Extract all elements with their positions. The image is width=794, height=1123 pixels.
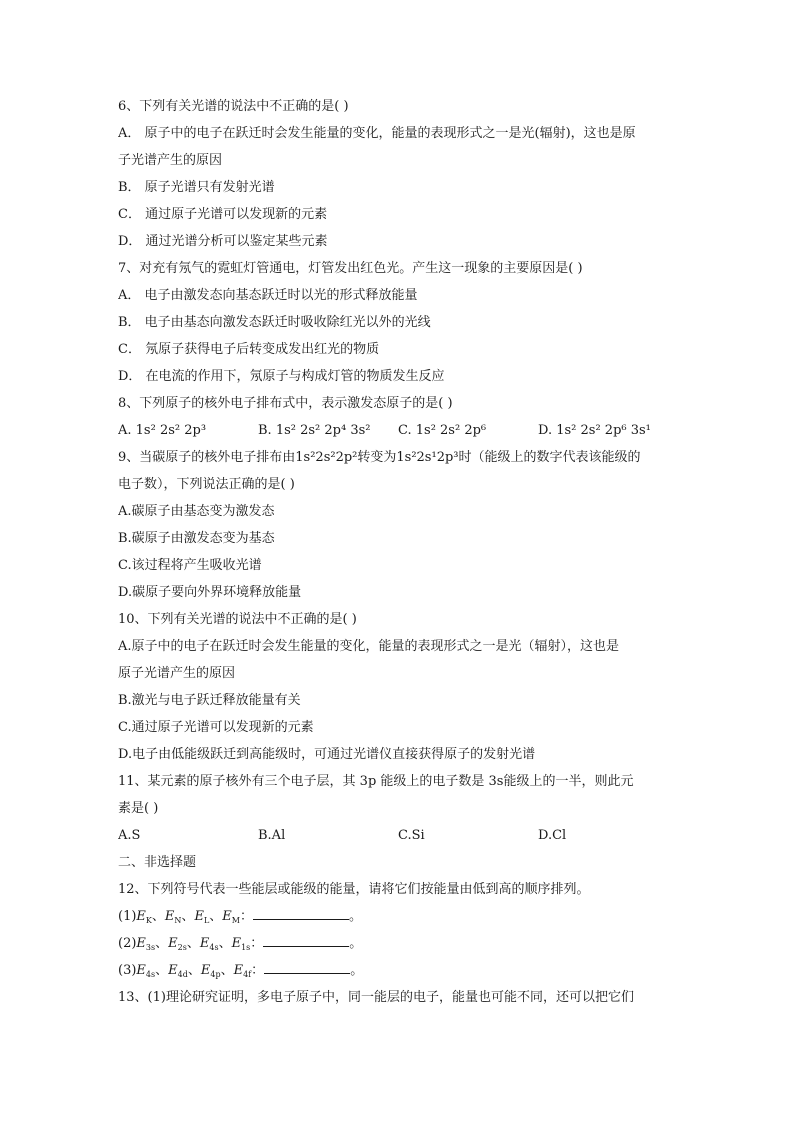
q8-option-c: C. 1s² 2s² 2p⁶: [398, 423, 487, 438]
q9-stem-cont: 电子数），下列说法正确的是( ): [118, 477, 295, 492]
q11-option-a: A.S: [118, 828, 141, 843]
subscript: 2s: [177, 943, 187, 952]
q10-option-a-cont: 原子光谱产生的原因: [118, 666, 236, 681]
q12-part-2: $(2)E_{3s}$、$E_{2s}$、$E_{4s}$、$E_{1s}$： 。: [118, 930, 678, 957]
subscript: 4f: [243, 970, 252, 979]
q9-option-b: B.碳原子由激发态变为基态: [118, 531, 275, 546]
period: 。: [350, 963, 364, 978]
q9-stem: 9、当碳原子的核外电子排布由1s²2s²2p²转变为1s²2s¹2p³时（能级上的数字代表该能级的: [118, 450, 641, 465]
q11-options: [118, 822, 678, 849]
q10-option-c: C.通过原子光谱可以发现新的元素: [118, 720, 314, 735]
colon: ：: [250, 936, 264, 951]
q12-part-3: $(3)E_{4s}$、$E_{4d}$、$E_{4p}$、$E_{4f}$： 。: [118, 957, 678, 984]
q9-option-c: C.该过程将产生吸收光谱: [118, 558, 262, 573]
q8-options: [118, 417, 678, 444]
q8-option-a: A. 1s² 2s² 2p³: [118, 423, 207, 438]
colon: ：: [239, 909, 253, 924]
subscript: N: [174, 916, 182, 925]
q10-option-b: B.激光与电子跃迁释放能量有关: [118, 693, 301, 708]
q8-stem: 8、下列原子的核外电子排布式中，表示激发态原子的是( ): [118, 396, 453, 411]
q7-option-d: D． 在电流的作用下，氖原子与构成灯管的物质发生反应: [118, 369, 445, 384]
q11-stem-cont: 素是( ): [118, 801, 159, 816]
subscript: 4p: [210, 970, 221, 979]
colon: ：: [251, 963, 265, 978]
q10-option-d: D.电子由低能级跃迁到高能级时，可通过光谱仪直接获得原子的发射光谱: [118, 747, 536, 762]
q12-stem: 12、下列符号代表一些能层或能级的能量，请将它们按能量由低到高的顺序排列。: [118, 882, 590, 897]
answer-blank-2[interactable]: [263, 932, 349, 947]
q6-option-a-cont: 子光谱产生的原因: [118, 153, 223, 168]
section-heading: 二、非选择题: [118, 855, 197, 870]
q6-stem: 6、下列有关光谱的说法中不正确的是( ): [118, 99, 349, 114]
part-number: (2): [118, 936, 137, 951]
subscript: K: [145, 916, 152, 925]
period: 。: [348, 909, 362, 924]
q12-part-1: $(1)E_K$、$E_N$、$E_L$、$E_M$： 。: [118, 903, 678, 930]
q8-option-d: D. 1s² 2s² 2p⁶ 3s¹: [538, 423, 651, 438]
question-list: [118, 93, 678, 1011]
q6-option-d: D． 通过光谱分析可以鉴定某些元素: [118, 234, 328, 249]
q6-option-a: A． 原子中的电子在跃迁时会发生能量的变化，能量的表现形式之一是光(辐射)，这也是原: [118, 126, 636, 141]
q7-option-b: B． 电子由基态向激发态跃迁时吸收除红光以外的光线: [118, 315, 431, 330]
part-number: (3): [118, 963, 137, 978]
q11-option-c: C.Si: [398, 828, 425, 843]
subscript: 3s: [145, 943, 156, 952]
period: 。: [349, 936, 363, 951]
q13-stem: 13、(1)理论研究证明，多电子原子中，同一能层的电子，能量也可能不同，还可以把它们: [118, 990, 634, 1005]
answer-blank-1[interactable]: [253, 905, 349, 920]
q9-option-d: D.碳原子要向外界环境释放能量: [118, 585, 302, 600]
answer-blank-3[interactable]: [264, 959, 350, 974]
subscript: 4s: [209, 943, 219, 952]
q11-stem: 11、某元素的原子核外有三个电子层，其 3p 能级上的电子数是 3s能级上的一半，则此元: [118, 774, 634, 789]
subscript: 1s: [241, 943, 251, 952]
subscript: M: [231, 916, 240, 925]
q7-stem: 7、对充有氖气的霓虹灯管通电，灯管发出红色光。产生这一现象的主要原因是( ): [118, 261, 583, 276]
subscript: 4s: [145, 970, 156, 979]
q7-option-c: C． 氖原子获得电子后转变成发出红光的物质: [118, 342, 380, 357]
q8-option-b: B. 1s² 2s² 2p⁴ 3s²: [258, 423, 371, 438]
q7-option-a: A． 电子由激发态向基态跃迁时以光的形式释放能量: [118, 288, 418, 303]
q10-stem: 10、下列有关光谱的说法中不正确的是( ): [118, 612, 357, 627]
q11-option-d: D.Cl: [538, 828, 567, 843]
subscript: L: [203, 916, 210, 925]
q6-option-b: B． 原子光谱只有发射光谱: [118, 180, 275, 195]
part-number: (1): [118, 909, 137, 924]
q6-option-c: C． 通过原子光谱可以发现新的元素: [118, 207, 328, 222]
q11-option-b: B.Al: [258, 828, 286, 843]
subscript: 4d: [177, 970, 188, 979]
q10-option-a: A.原子中的电子在跃迁时会发生能量的变化，能量的表现形式之一是光（辐射），这也是: [118, 639, 620, 654]
q9-option-a: A.碳原子由基态变为激发态: [118, 504, 275, 519]
